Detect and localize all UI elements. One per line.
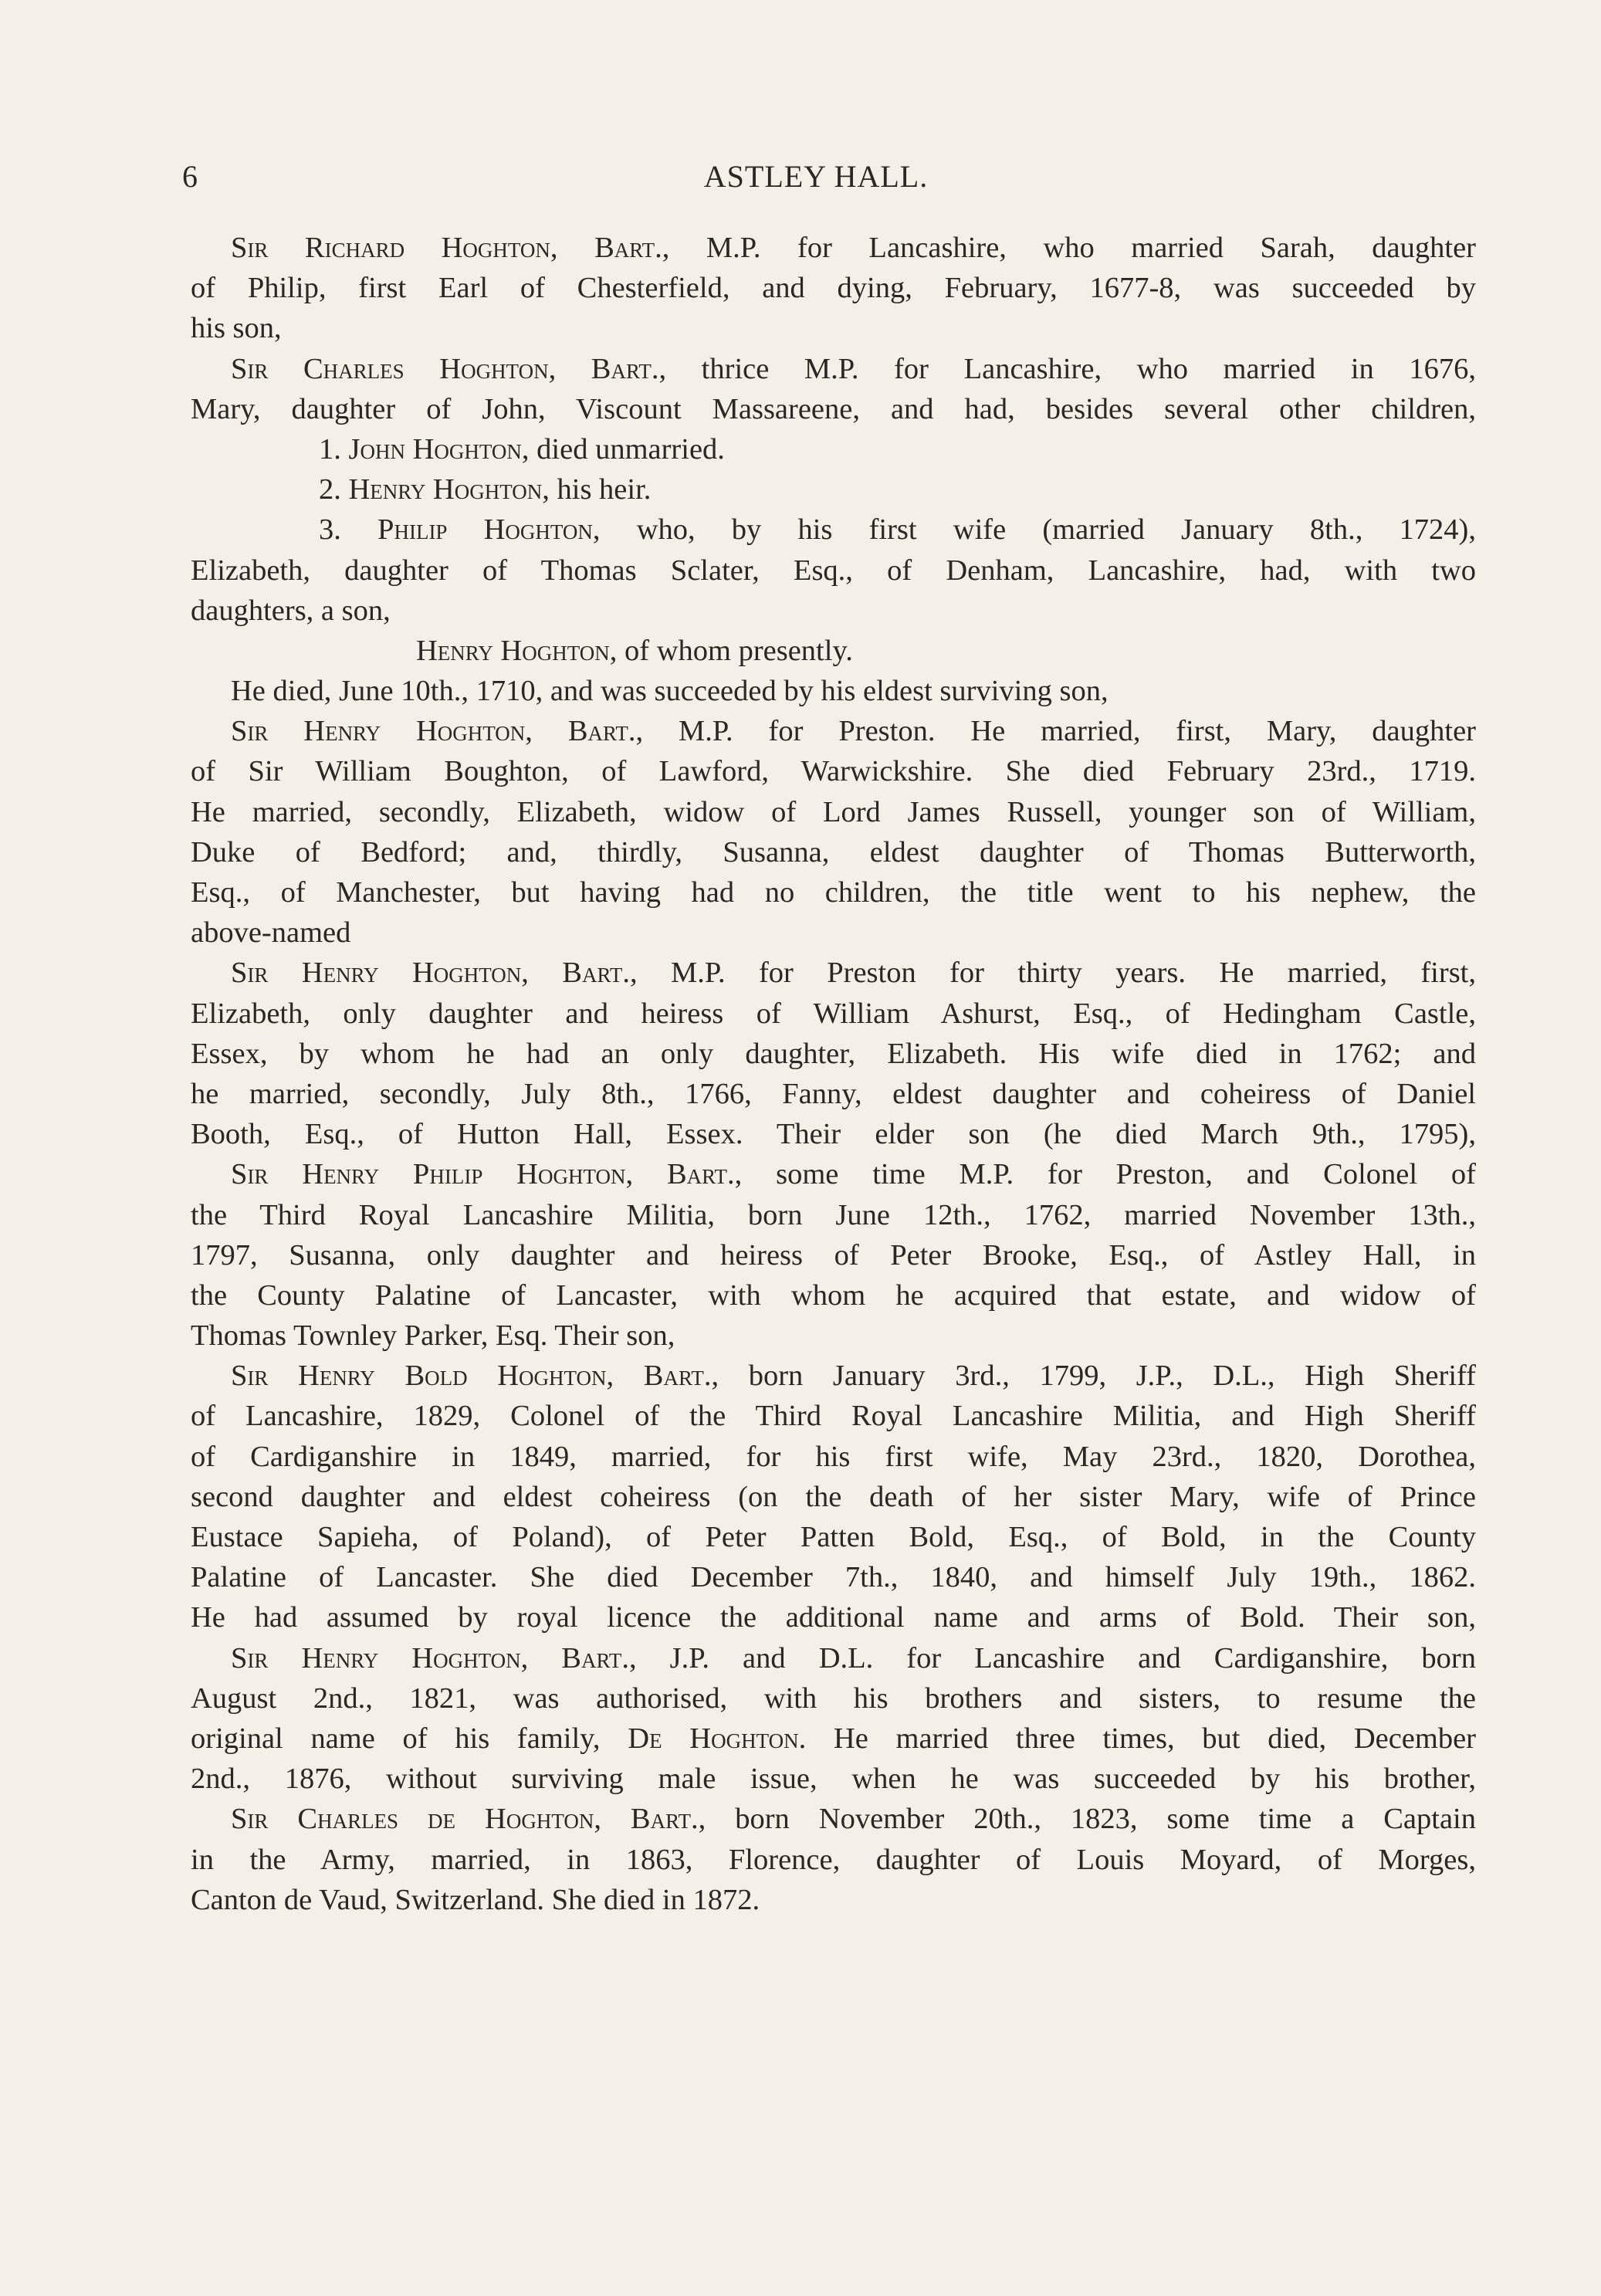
name-small-caps: Sir Richard Hoghton, Bart.,: [231, 232, 670, 264]
text-line: [191, 1517, 1476, 1557]
text-line: [191, 469, 1476, 510]
name-small-caps: Sir Henry Hoghton, Bart.,: [231, 957, 638, 990]
text-segment: M.P. for Lancashire, who married Sarah, daughter: [669, 232, 1476, 264]
text-segment: died unmarried.: [529, 432, 725, 466]
name-small-caps: Sir Charles de Hoghton, Bart.,: [231, 1803, 706, 1836]
text-line: [191, 1154, 1476, 1194]
name-small-caps: John Hoghton,: [348, 432, 530, 466]
text-segment: Mary, daughter of John, Viscount Massareene, and had, besides several other children,: [191, 392, 1476, 425]
text-line: [191, 1235, 1476, 1275]
name-small-caps: Sir Henry Bold Hoghton, Bart.,: [231, 1360, 719, 1393]
text-segment: of Cardiganshire in 1849, married, for his first wife, May 23rd., 1820, Dorothea,: [191, 1440, 1476, 1473]
text-segment: of Philip, first Earl of Chesterfield, and dying, February, 1677-8, was succeeded by: [191, 272, 1476, 305]
text-segment: Essex, by whom he had an only daughter, Elizabeth. His wife died in 1762; and: [191, 1037, 1476, 1070]
text-segment: Canton de Vaud, Switzerland. She died in 1872.: [191, 1883, 760, 1916]
text-segment: his son,: [191, 312, 282, 345]
text-segment: thrice M.P. for Lancashire, who married in 1676,: [666, 352, 1476, 385]
text-segment: 2nd., 1876, without surviving male issue, when he was succeeded by his brother,: [191, 1763, 1476, 1796]
text-line: [191, 1356, 1476, 1396]
text-line: [191, 1275, 1476, 1316]
text-segment: daughters, a son,: [191, 594, 391, 627]
name-small-caps: Sir Henry Hoghton, Bart.,: [231, 1641, 637, 1675]
text-segment: 1797, Susanna, only daughter and heiress of Peter Brooke, Esq., of Astley Hall, in: [191, 1238, 1476, 1272]
text-segment: Duke of Bedford; and, thirdly, Susanna, eldest daughter of Thomas Butterworth,: [191, 835, 1476, 869]
text-line: [191, 550, 1476, 591]
text-segment: the Third Royal Lancashire Militia, born June 12th., 1762, married November 13th.,: [191, 1198, 1476, 1231]
text-segment: 1.: [319, 432, 349, 466]
name-small-caps: Henry Hoghton,: [416, 634, 618, 667]
name-small-caps: Henry Hoghton,: [348, 473, 550, 506]
text-segment: August 2nd., 1821, was authorised, with his brothers and sisters, to resume the: [191, 1681, 1476, 1715]
text-segment: some time M.P. for Preston, and Colonel of: [742, 1158, 1476, 1191]
text-line: [191, 389, 1476, 429]
text-line: [191, 631, 1476, 671]
text-segment: who, by his first wife (married January 8th., 1724),: [600, 513, 1476, 547]
text-segment: original name of his family,: [191, 1722, 628, 1755]
text-segment: he married, secondly, July 8th., 1766, Fanny, eldest daughter and coheiress of Daniel: [191, 1077, 1476, 1110]
text-line: [191, 711, 1476, 751]
text-line: [191, 751, 1476, 791]
text-line: [191, 1799, 1476, 1839]
text-segment: Esq., of Manchester, but having had no children, the title went to his nephew, the: [191, 876, 1476, 909]
text-segment: He died, June 10th., 1710, and was succeeded by his eldest surviving son,: [231, 675, 1109, 708]
text-segment: M.P. for Preston for thirty years. He married, first,: [637, 957, 1476, 990]
text-line: [191, 1396, 1476, 1436]
text-line: [191, 1880, 1476, 1920]
text-line: [191, 994, 1476, 1034]
text-line: [191, 1759, 1476, 1799]
text-segment: M.P. for Preston. He married, first, Mary, daughter: [643, 715, 1476, 748]
name-small-caps: De Hoghton.: [628, 1722, 807, 1755]
text-line: [191, 510, 1476, 550]
text-segment: Elizabeth, only daughter and heiress of William Ashurst, Esq., of Hedingham Castle,: [191, 997, 1476, 1030]
text-line: [191, 913, 1476, 953]
text-line: [191, 228, 1476, 268]
text-line: [191, 1437, 1476, 1477]
text-segment: the County Palatine of Lancaster, with whom he acquired that estate, and widow of: [191, 1278, 1476, 1312]
text-line: [191, 349, 1476, 389]
text-line: [191, 1597, 1476, 1637]
text-segment: of Sir William Boughton, of Lawford, Warwickshire. She died February 23rd., 1719.: [191, 755, 1476, 788]
name-small-caps: Philip Hoghton,: [377, 513, 601, 547]
text-segment: Booth, Esq., of Hutton Hall, Essex. Their elder son (he died March 9th., 1795),: [191, 1118, 1476, 1151]
text-line: [191, 832, 1476, 872]
text-segment: of Lancashire, 1829, Colonel of the Third Royal Lancashire Militia, and High Sheriff: [191, 1400, 1476, 1433]
text-line: [191, 1557, 1476, 1597]
text-line: [191, 1074, 1476, 1114]
text-segment: He married three times, but died, December: [806, 1722, 1476, 1755]
text-line: [191, 591, 1476, 631]
text-segment: in the Army, married, in 1863, Florence, daughter of Louis Moyard, of Morges,: [191, 1843, 1476, 1876]
text-line: [191, 792, 1476, 832]
text-segment: He married, secondly, Elizabeth, widow of Lord James Russell, younger son of William,: [191, 795, 1476, 828]
text-line: [191, 1316, 1476, 1356]
text-segment: second daughter and eldest coheiress (on the death of her sister Mary, wife of Prince: [191, 1480, 1476, 1513]
page-number: 6: [182, 159, 198, 194]
text-line: [191, 1477, 1476, 1517]
text-line: [191, 1034, 1476, 1074]
text-line: [191, 1195, 1476, 1235]
text-segment: born January 3rd., 1799, J.P., D.L., High Sheriff: [719, 1360, 1476, 1393]
text-segment: above-named: [191, 916, 351, 950]
text-line: [191, 1678, 1476, 1719]
text-line: [191, 1114, 1476, 1154]
running-head: ASTLEY HALL.: [703, 159, 929, 194]
text-line: [191, 1719, 1476, 1759]
text-line: [191, 1638, 1476, 1678]
text-segment: Thomas Townley Parker, Esq. Their son,: [191, 1319, 675, 1353]
name-small-caps: Sir Henry Philip Hoghton, Bart.,: [231, 1158, 743, 1191]
text-line: [191, 671, 1476, 711]
text-segment: J.P. and D.L. for Lancashire and Cardiganshire, born: [636, 1641, 1476, 1675]
name-small-caps: Sir Charles Hoghton, Bart.,: [231, 352, 667, 385]
text-line: [191, 268, 1476, 308]
name-small-caps: Sir Henry Hoghton, Bart.,: [231, 715, 644, 748]
text-segment: born November 20th., 1823, some time a Captain: [706, 1803, 1476, 1836]
text-segment: He had assumed by royal licence the additional name and arms of Bold. Their son,: [191, 1601, 1476, 1634]
body-text: [191, 228, 1476, 1920]
text-segment: Eustace Sapieha, of Poland), of Peter Patten Bold, Esq., of Bold, in the County: [191, 1521, 1476, 1553]
text-line: [191, 429, 1476, 469]
text-segment: 3.: [319, 513, 378, 547]
text-line: [191, 953, 1476, 993]
text-segment: his heir.: [549, 473, 652, 506]
text-segment: Palatine of Lancaster. She died December 7th., 1840, and himself July 19th., 1862.: [191, 1561, 1476, 1594]
text-line: [191, 1840, 1476, 1880]
text-segment: 2.: [319, 473, 349, 506]
text-segment: of whom presently.: [617, 634, 853, 667]
text-segment: Elizabeth, daughter of Thomas Sclater, Esq., of Denham, Lancashire, had, with two: [191, 554, 1476, 587]
text-line: [191, 308, 1476, 348]
text-line: [191, 872, 1476, 913]
